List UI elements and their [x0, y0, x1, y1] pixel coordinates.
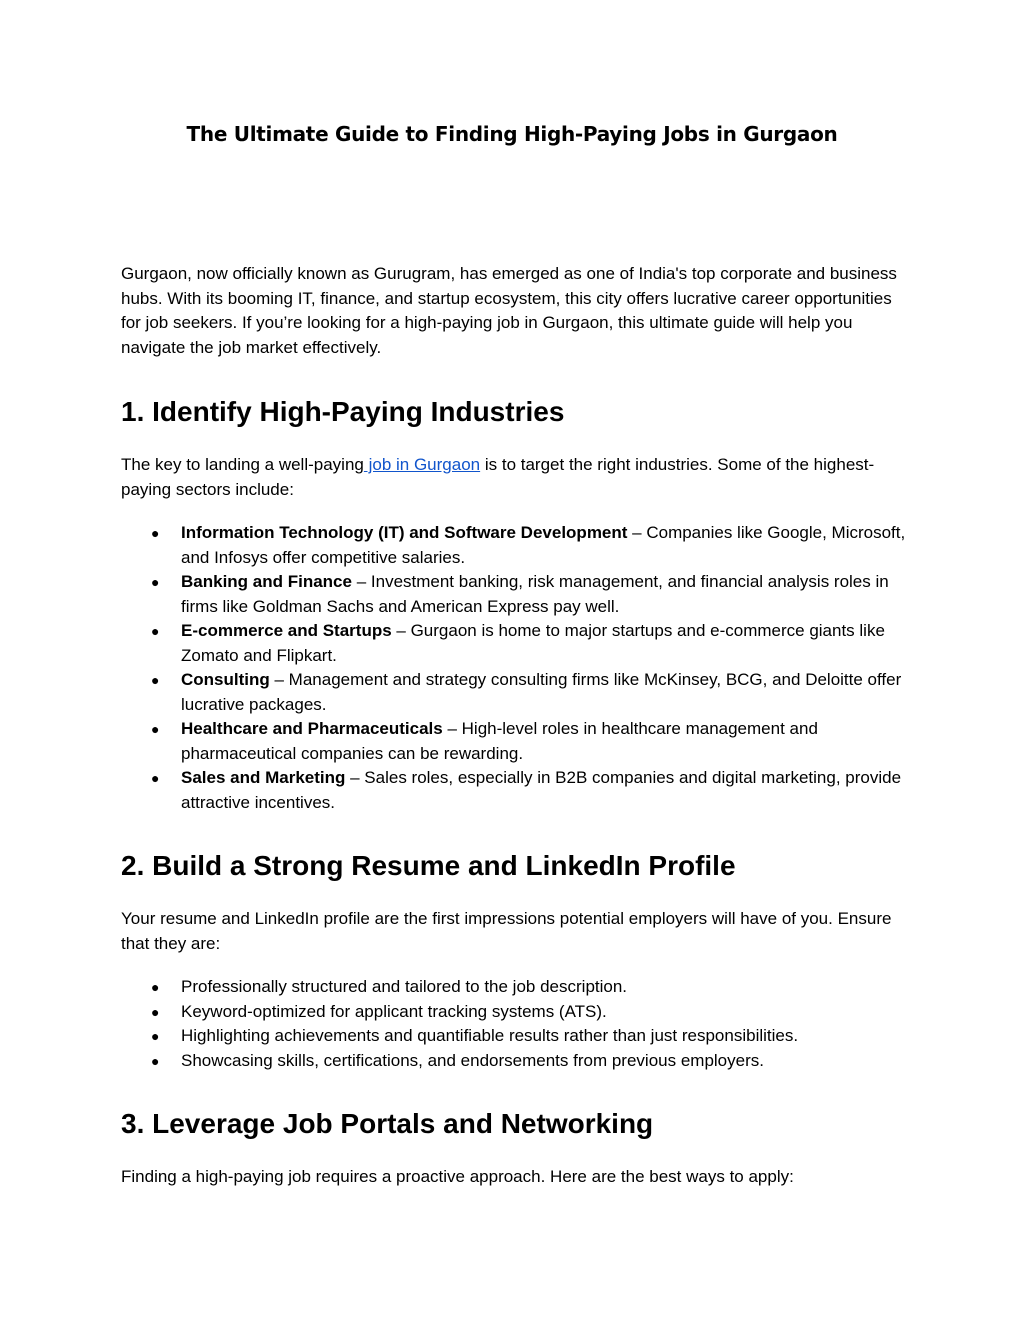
bullet-icon: ●: [151, 623, 160, 639]
list-item: [121, 717, 911, 766]
section-2-heading: 2. Build a Strong Resume and LinkedIn Profile: [121, 850, 736, 881]
list-item-text: – Companies like Google, Microsoft, and Infosys offer competitive salaries.: [181, 523, 906, 567]
list-item: [121, 766, 911, 815]
section-1-heading: 1. Identify High-Paying Industries: [121, 396, 565, 427]
bullet-icon: ●: [151, 1052, 160, 1069]
list-item: [121, 1000, 911, 1025]
bullet-icon: ●: [151, 1003, 160, 1020]
list-item: [121, 521, 911, 570]
list-item-text: Highlighting achievements and quantifiable results rather than just responsibilities.: [181, 1026, 799, 1045]
section-3-heading: 3. Leverage Job Portals and Networking: [121, 1108, 654, 1139]
list-item-text: – Gurgaon is home to major startups and e-commerce giants like Zomato and Flipkart.: [181, 621, 885, 665]
bullet-icon: ●: [151, 979, 160, 995]
list-item: [121, 1024, 911, 1049]
job-in-gurgaon-link[interactable]: job in Gurgaon: [363, 455, 481, 474]
list-item-text: – High-level roles in healthcare management and pharmaceutical companies can be rewarding.: [181, 719, 818, 763]
section-1-paragraph: [121, 453, 911, 502]
list-item-text: – Sales roles, especially in B2B companies and digital marketing, provide attractive incentives.: [181, 768, 902, 812]
list-item-title: Consulting: [181, 670, 270, 689]
bullet-icon: ●: [151, 770, 160, 786]
bullet-icon: ●: [151, 525, 160, 541]
list-item-title: Healthcare and Pharmaceuticals: [181, 719, 443, 738]
industries-list: [121, 521, 911, 815]
bullet-icon: ●: [151, 721, 160, 737]
list-item-text: – Investment banking, risk management, and financial analysis roles in firms like Goldman Sachs and American Express pay well.: [181, 572, 889, 616]
bullet-icon: ●: [151, 1028, 160, 1044]
list-item-title: Sales and Marketing: [181, 768, 346, 787]
list-item-text: Showcasing skills, certifications, and endorsements from previous employers.: [181, 1050, 764, 1070]
list-item-title: Banking and Finance: [181, 572, 352, 591]
list-item: [121, 668, 911, 717]
list-item-text: – Management and strategy consulting firms like McKinsey, BCG, and Deloitte offer lucrative packages.: [181, 670, 902, 714]
list-item: [121, 619, 911, 668]
list-item-title: E-commerce and Startups: [181, 621, 392, 640]
bullet-icon: ●: [151, 672, 160, 688]
document-body: [121, 262, 911, 1190]
section-2-paragraph: Your resume and LinkedIn profile are the first impressions potential employers will have of you. Ensure that they are:: [121, 909, 892, 953]
list-item: [121, 975, 911, 1000]
list-item: [121, 570, 911, 619]
bullet-icon: ●: [151, 574, 160, 590]
list-item-text: Keyword-optimized for applicant tracking systems (ATS).: [181, 1001, 607, 1021]
document-title: The Ultimate Guide to Finding High-Paying Jobs in Gurgaon: [186, 122, 838, 146]
list-item-text: Professionally structured and tailored to the job description.: [181, 977, 628, 996]
intro-paragraph: Gurgaon, now officially known as Gurugram, has emerged as one of India's top corporate and business hubs. With its booming IT, finance, and startup ecosystem, this city offers lucrative career opportunities for job seekers. If you’re looking for a high-paying job in Gurgaon, this ultimate guide will help you navigate the job market effectively.: [121, 264, 897, 357]
section-1-text-before-link: The key to landing a well-paying: [121, 455, 364, 474]
section-3-paragraph: Finding a high-paying job requires a proactive approach. Here are the best ways to apply:: [121, 1167, 794, 1186]
list-item: [121, 1049, 911, 1074]
resume-tips-list: [121, 975, 911, 1073]
section-1-text-after-link: is to target the right industries. Some of the highest-paying sectors include:: [121, 455, 875, 499]
list-item-title: Information Technology (IT) and Software Development: [181, 523, 628, 542]
